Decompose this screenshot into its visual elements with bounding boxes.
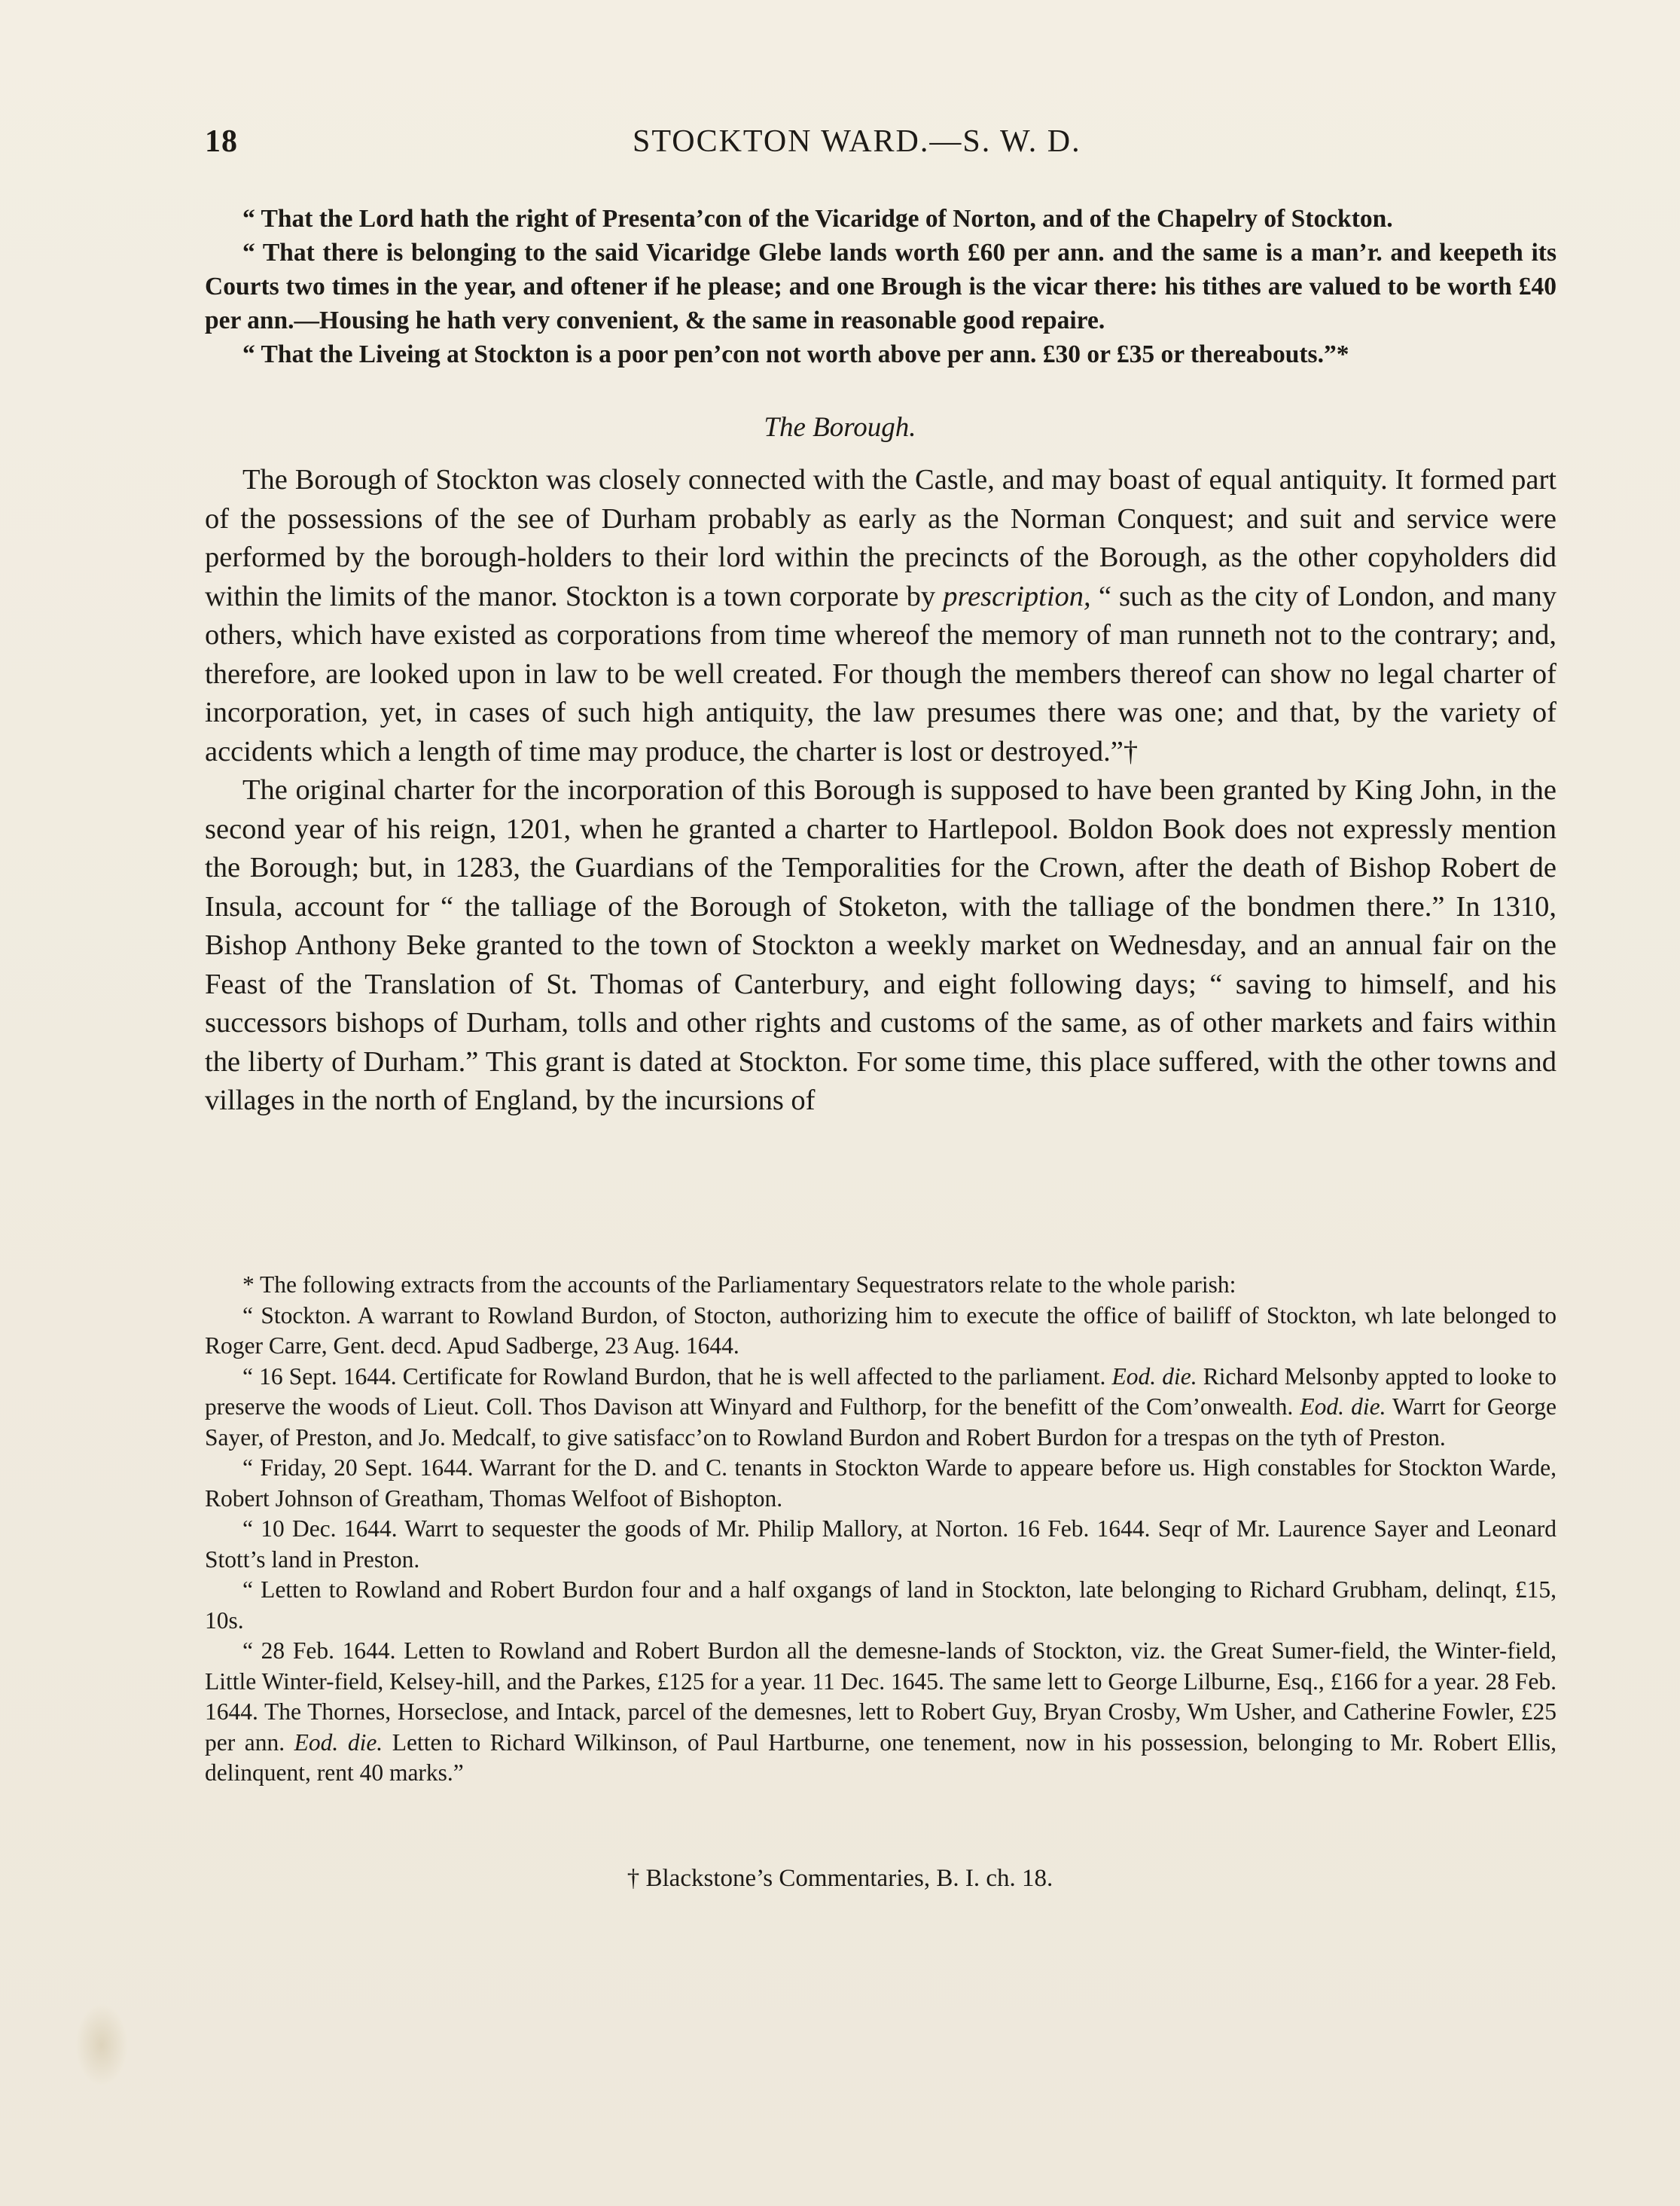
- paper-stain: [75, 2003, 128, 2086]
- quote-liveing: “ That the Liveing at Stockton is a poor pen’con not worth above per ann. £30 or £35 or thereabouts.”*: [242, 340, 1349, 368]
- emphasis-prescription: prescription,: [943, 580, 1091, 612]
- eod-die-2: Eod. die.: [1300, 1393, 1386, 1420]
- footnote-certificate: [205, 1362, 1557, 1454]
- paragraph-text-end: “ such as the city of London, and many others, which have existed as corporations from time whereof the memory of man runneth not to the contrary; and, therefore, are looked upon in law to be well created. For though the members thereof can show no legal charter of incorporation, yet, in cases of such high antiquity, the law presumes there was one; and that, by the variety of accidents which a length of time may produce, the charter is lost or destroyed.”†: [205, 580, 1557, 767]
- body-text: [205, 461, 1557, 1121]
- footnotes: [205, 1270, 1557, 1789]
- eod-die-3: Eod. die.: [294, 1728, 383, 1756]
- paragraph-borough-antiquity: [205, 461, 1557, 771]
- footnote-demesne-b: Letten to Richard Wilkinson, of Paul Hartburne, one tenement, now in his possession, belonging to Mr. Robert Ellis, delinquent, rent 40 marks.”: [205, 1728, 1557, 1786]
- page-number: 18: [205, 124, 238, 159]
- footnote-demesne-a: “ 28 Feb. 1644. Letten to Rowland and Robert Burdon all the demesne-lands of Stockton, viz. the Great Sumer-field, the Winter-field, Little Winter-field, Kelsey-hill, and the Parkes, £125 for a year. 11 Dec. 1645. The same lett to George Lilburne, Esq., £166 for a year. 28 Feb. 1644. The Thornes, Horseclose, and Intack, parcel of the demesnes, lett to Robert Guy, Bryan Crosby, Wm Usher, and Catherine Fowler, £25 per ann.: [205, 1637, 1557, 1756]
- footnote-certificate-a: “ 16 Sept. 1644. Certificate for Rowland Burdon, that he is well affected to the parliament.: [242, 1362, 1106, 1390]
- eod-die-1: Eod. die.: [1111, 1362, 1197, 1390]
- running-title: STOCKTON WARD.—S. W. D.: [633, 124, 1081, 159]
- footnote-oxgangs: “ Letten to Rowland and Robert Burdon four and a half oxgangs of land in Stockton, late belonging to Richard Grubham, delinqt, £15, 10s.: [205, 1576, 1557, 1634]
- footnote-certificate-b: Richard Melsonby appted to looke to preserve the woods of Lieut. Coll. Thos Davison att Winyard and Fulthorp, for the benefitt of the Com’onwealth.: [205, 1362, 1557, 1420]
- paragraph-text-start: The Borough of Stockton was closely connected with the Castle, and may boast of equal antiquity. It formed part of the possessions of the see of Durham probably as early as the Norman Conquest; and suit and service were performed by the borough-holders to their lord within the precincts of the Borough, as the other copyholders did within the limits of the manor. Stockton is a town corporate by: [205, 464, 1557, 612]
- footnote-blackstone: † Blackstone’s Commentaries, B. I. ch. 18.: [627, 1865, 1053, 1892]
- paragraph-original-charter: The original charter for the incorporation of this Borough is supposed to have been granted by King John, in the second year of his reign, 1201, when he granted a charter to Hartlepool. Boldon Book does not expressly mention the Borough; but, in 1283, the Guardians of the Temporalities for the Crown, after the death of Bishop Robert de Insula, account for “ the talliage of the Borough of Stoketon, with the talliage of the bondmen there.” In 1310, Bishop Anthony Beke granted to the town of Stockton a weekly market on Wednesday, and an annual fair on the Feast of the Translation of St. Thomas of Canterbury, and eight following days; “ saving to himself, and his successors bishops of Durham, tolls and other rights and customs of the same, as of other markets and fairs within the liberty of Durham.” This grant is dated at Stockton. For some time, this place suffered, with the other towns and villages in the north of England, by the incursions of: [205, 774, 1557, 1116]
- quote-presentation: “ That the Lord hath the right of Presenta’con of the Vicaridge of Norton, and of the Chapelry of Stockton.: [242, 205, 1393, 233]
- footnote-intro: * The following extracts from the accounts of the Parliamentary Sequestrators relate to the whole parish:: [242, 1271, 1236, 1298]
- section-title: The Borough.: [764, 412, 916, 443]
- footnote-demesne-lands: [205, 1636, 1557, 1789]
- quote-vicaridge-glebe: “ That there is belonging to the said Vicaridge Glebe lands worth £60 per ann. and the same is a man’r. and keepeth its Courts two times in the year, and oftener if he please; and one Brough is the vicar there: his tithes are valued to be worth £40 per ann.—Housing he hath very convenient, & the same in reasonable good repaire.: [205, 239, 1557, 334]
- footnote-warrant-tenants: “ Friday, 20 Sept. 1644. Warrant for the D. and C. tenants in Stockton Warde to appeare before us. High constables for Stockton Warde, Robert Johnson of Greatham, Thomas Welfoot of Bishopton.: [205, 1454, 1557, 1512]
- footnote-warrant-stockton: “ Stockton. A warrant to Rowland Burdon, of Stocton, authorizing him to execute the office of bailiff of Stockton, wh late belonged to Roger Carre, Gent. decd. Apud Sadberge, 23 Aug. 1644.: [205, 1301, 1557, 1359]
- footnote-sequester: “ 10 Dec. 1644. Warrt to sequester the goods of Mr. Philip Mallory, at Norton. 16 Feb. 1644. Seqr of Mr. Laurence Sayer and Leonard Stott’s land in Preston.: [205, 1515, 1557, 1573]
- footnote-certificate-c: Warrt for George Sayer, of Preston, and Jo. Medcalf, to give satisfacc’on to Rowland Burdon and Robert Burdon for a trespas on the tyth of Preston.: [205, 1393, 1557, 1451]
- quoted-survey-block: [205, 202, 1557, 371]
